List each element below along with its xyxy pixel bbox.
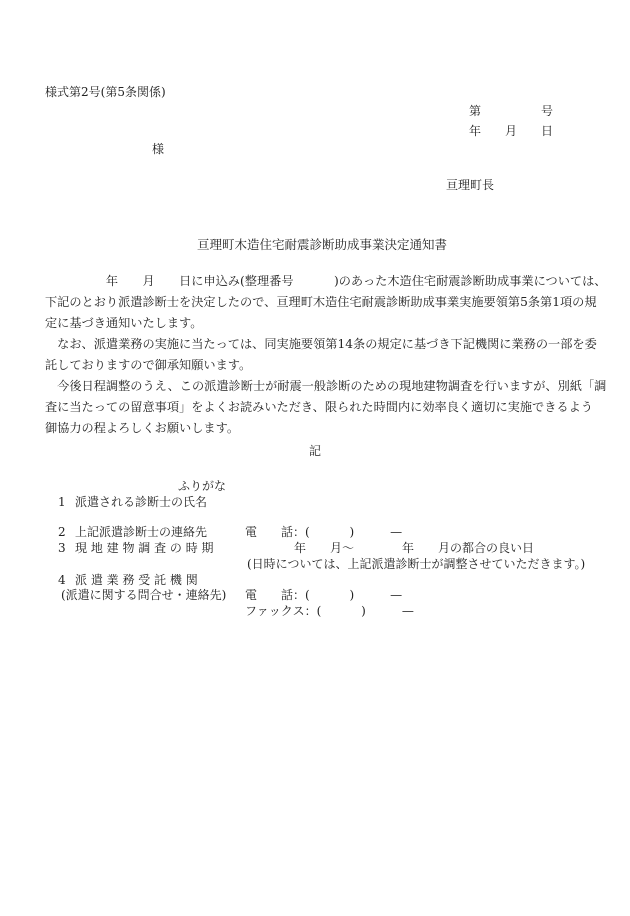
paragraph-line: 御協力の程よろしくお願いします。 bbox=[45, 421, 240, 435]
item-4-telephone: 電 話：( ) — bbox=[245, 588, 403, 602]
item-2-telephone: 電 話：( ) — bbox=[245, 525, 403, 539]
item-1-label: 派遣される診断士の氏名 bbox=[75, 495, 208, 509]
document-number: 第 号 bbox=[469, 104, 554, 118]
item-1-number: 1 bbox=[58, 495, 66, 509]
form-label: 様式第2号(第5条関係) bbox=[45, 85, 166, 99]
furigana-label: ふりがな bbox=[178, 479, 227, 493]
item-3-period: 年 月～ 年 月の都合の良い日 bbox=[294, 541, 535, 555]
item-4-number: 4 bbox=[58, 573, 66, 587]
item-4-fax: ファックス：( ) — bbox=[245, 604, 414, 618]
item-3-note: (日時については、上記派遣診断士が調整させていただきます。) bbox=[247, 557, 586, 571]
document-title: 亘理町木造住宅耐震診断助成事業決定通知書 bbox=[197, 237, 448, 252]
body-text bbox=[45, 271, 607, 439]
document-date: 年 月 日 bbox=[469, 124, 554, 138]
paragraph-line: なお、派遣業務の実施に当たっては、同実施要領第14条の規定に基づき下記機関に業務の一部を委 bbox=[45, 337, 597, 351]
item-3-number: 3 bbox=[58, 541, 66, 555]
item-4-sublabel: (派遣に関する問合せ・連絡先) bbox=[61, 588, 227, 602]
paragraph-line: 年 月 日に申込み(整理番号 )のあった木造住宅耐震診断助成事業については、 bbox=[45, 274, 607, 288]
item-3-label: 現 地 建 物 調 査 の 時 期 bbox=[75, 541, 214, 555]
addressee-suffix: 様 bbox=[152, 142, 165, 156]
item-2-label: 上記派遣診断士の連絡先 bbox=[75, 525, 208, 539]
issuer-name: 亘理町長 bbox=[446, 178, 495, 192]
item-2-number: 2 bbox=[58, 525, 66, 539]
paragraph-line: 下記のとおり派遣診断士を決定したので、亘理町木造住宅耐震診断助成事業実施要領第5条第1項の規 bbox=[45, 295, 597, 309]
paragraph-line: 定に基づき通知いたします。 bbox=[45, 316, 203, 330]
item-4-label: 派 遣 業 務 受 託 機 関 bbox=[75, 573, 198, 587]
paragraph-line: 託しておりますので御承知願います。 bbox=[45, 358, 252, 372]
ki-heading: 記 bbox=[309, 444, 322, 458]
paragraph-line: 今後日程調整のうえ、この派遣診断士が耐震一般診断のための現地建物調査を行いますが、別紙「調 bbox=[45, 379, 607, 393]
paragraph-line: 査に当たっての留意事項」をよくお読みいただき、限られた時間内に効率良く適切に実施できるよう bbox=[45, 400, 593, 414]
